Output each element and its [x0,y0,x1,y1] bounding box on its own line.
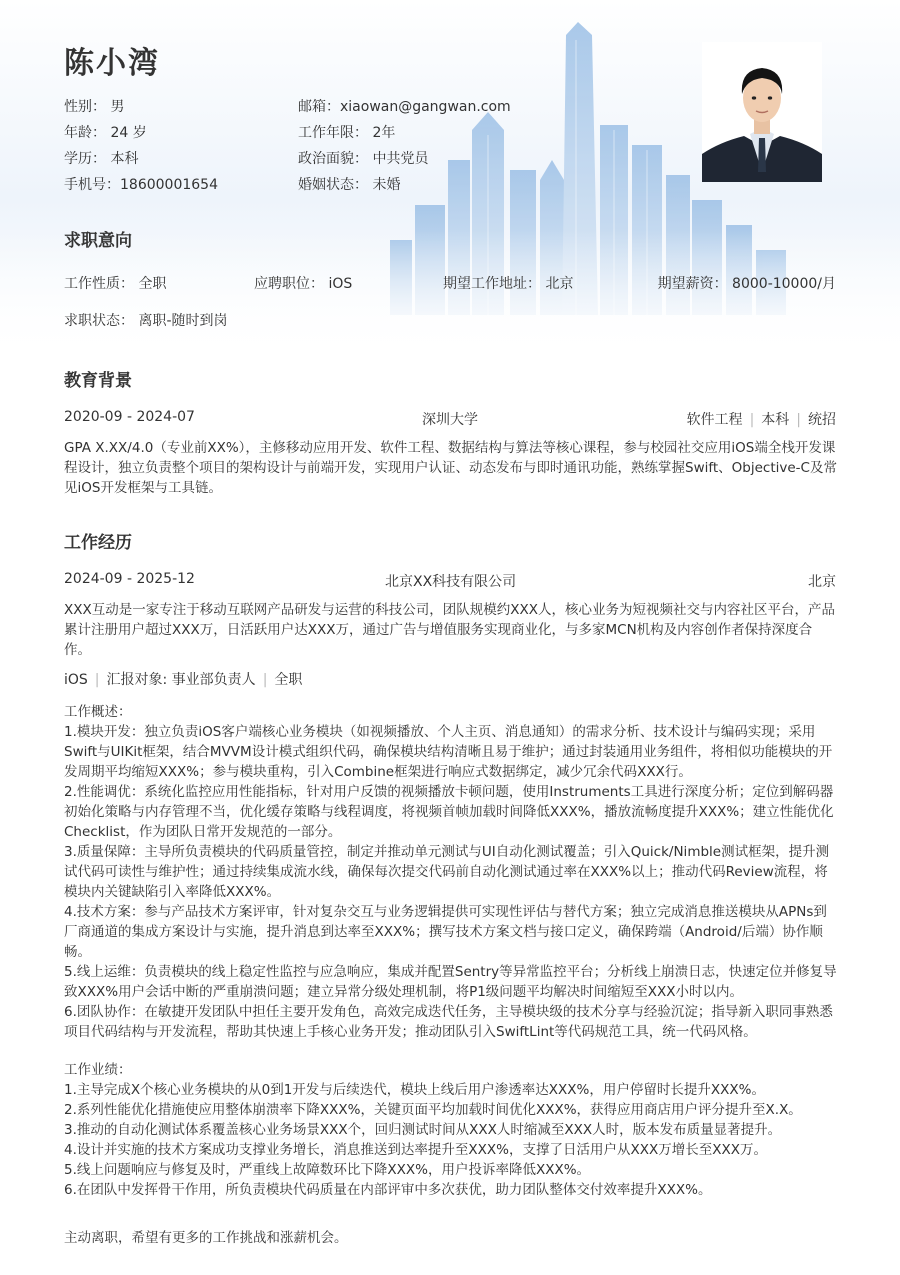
job-status-field: 求职状态： 离职-随时到岗 [64,313,228,329]
divider: | [796,412,801,428]
leave-reason: 主动离职，希望有更多的工作挑战和涨薪机会。 [64,1230,348,1246]
work-achievements [64,1060,839,1200]
degree: 本科 [761,412,790,428]
achievement-item: 5.线上问题响应与修复及时，严重线上故障数环比下降XXX%，用户投诉率降低XXX%。 [64,1162,591,1178]
achievement-item: 3.推动的自动化测试体系覆盖核心业务场景XXX个，回归测试时间从XXX人时缩减至XXX人时，版本发布质量显著提升。 [64,1122,782,1138]
job-type-field: 工作性质： 全职 [64,276,167,292]
work-city: 北京 [808,574,836,590]
marital-status-field: 婚姻状态： 未婚 [298,177,401,193]
work-period: 2024-09 - 2025-12 [64,571,195,587]
overview-item: 5.线上运维：负责模块的线上稳定性监控与应急响应，集成并配置Sentry等异常监控平台；分析线上崩溃日志，快速定位并修复导致XXX%用户会话中断的严重崩溃问题；建立异常分级处理机制，将P1级问题平均解决时间缩短至XXX小时以内。 [64,964,837,1000]
divider: | [94,672,100,688]
salary-field: 期望薪资： 8000-10000/月 [657,276,836,292]
achievements-title: 工作业绩： [64,1062,132,1078]
education-details [687,409,836,429]
intent-section-title: 求职意向 [64,231,132,251]
work-section-title: 工作经历 [64,533,132,553]
education-level-field: 学历： 本科 [64,151,139,167]
company-description: XXX互动是一家专注于移动互联网产品研发与运营的科技公司，团队规模约XXX人，核心业务为短视频社交与内容社区平台，产品累计注册用户超过XXX万，日活跃用户达XXX万，通过广告与增值服务实现商业化，与多家MCN机构及内容创作者保持深度合作。 [64,602,835,658]
school-name: 深圳大学 [422,412,478,428]
employment-type: 全职 [274,672,303,688]
job-position-field: 应聘职位： iOS [254,276,353,292]
overview-item: 4.技术方案：参与产品技术方案评审，针对复杂交互与业务逻辑提供可实现性评估与替代方案；独立完成消息推送模块从APNs到厂商通道的集成方案设计与实施，提升消息到达率至XXX%；撰写技术方案文档与接口定义，确保跨端（Android/后端）协作顺畅。 [64,904,827,960]
job-location-field: 期望工作地址： 北京 [443,276,574,292]
divider: | [749,412,755,428]
education-section-title: 教育背景 [64,371,132,391]
overview-item: 1.模块开发：独立负责iOS客户端核心业务模块（如视频播放、个人主页、消息通知）的需求分析、技术设计与编码实现；采用Swift与UIKit框架，结合MVVM设计模式组织代码，确保模块结构清晰且易于维护；通过封装通用业务组件，将相似功能模块的开发周期平均缩短XXX%；参与模块重构，引入Combine框架进行响应式数据绑定，减少冗余代码XXX行。 [64,724,833,780]
overview-title: 工作概述： [64,704,132,720]
overview-item: 2.性能调优：系统化监控应用性能指标，针对用户反馈的视频播放卡顿问题，使用Instruments工具进行深度分析；定位到解码器初始化策略与内存管理不当，优化缓存策略与线程调度，将视频首帧加载时间降低XXX%，播放流畅度提升XXX%；建立性能优化Checklist，作为团队日常开发规范的一部分。 [64,784,834,840]
overview-item: 3.质量保障：主导所负责模块的代码质量管控，制定并推动单元测试与UI自动化测试覆盖；引入Quick/Nimble测试框架，提升测试代码可读性与维护性；通过持续集成流水线，确保每次提交代码前自动化测试通过率在XXX%以上；推动代码Review流程，将模块内关键缺陷引入率降低XXX%。 [64,844,830,900]
gender-field: 性别： 男 [64,99,125,115]
job-role: iOS [64,672,88,688]
company-name: 北京XX科技有限公司 [385,574,517,590]
candidate-name: 陈小湾 [64,46,160,81]
achievement-item: 6.在团队中发挥骨干作用，所负责模块代码质量在内部评审中多次获优，助力团队整体交付效率提升XXX%。 [64,1182,712,1198]
education-period: 2020-09 - 2024-07 [64,409,195,425]
email-field: 邮箱：xiaowan@gangwan.com [298,99,511,115]
achievement-item: 1.主导完成X个核心业务模块的从0到1开发与后续迭代，模块上线后用户渗透率达XXX%，用户停留时长提升XXX%。 [64,1082,765,1098]
work-overview [64,702,839,1042]
divider: | [262,672,268,688]
achievement-item: 2.系列性能优化措施使应用整体崩溃率下降XXX%，关键页面平均加载时间优化XXX%，获得应用商店用户评分提升至X.X。 [64,1102,802,1118]
job-meta [64,669,302,689]
phone-field: 手机号：18600001654 [64,177,218,193]
avatar [702,42,822,182]
report-to: 汇报对象: 事业部负责人 [106,672,256,688]
overview-item: 6.团队协作：在敏捷开发团队中担任主要开发角色，高效完成迭代任务，主导模块级的技术分享与经验沉淀；指导新入职同事熟悉项目代码结构与开发流程，帮助其快速上手核心业务开发；推动团队引入SwiftLint等代码规范工具，统一代码风格。 [64,1004,833,1040]
political-status-field: 政治面貌： 中共党员 [298,151,429,167]
major: 软件工程 [686,412,743,428]
achievement-item: 4.设计并实施的技术方案成功支撑业务增长，消息推送到达率提升至XXX%，支撑了日活用户从XXX万增长至XXX万。 [64,1142,767,1158]
enrollment-type: 统招 [808,412,836,428]
education-description: GPA X.XX/4.0（专业前XX%），主修移动应用开发、软件工程、数据结构与算法等核心课程，参与校园社交应用iOS端全栈开发课程设计，独立负责整个项目的架构设计与前端开发，实现用户认证、动态发布与即时通讯功能，熟练掌握Swift、Objective-C及常见iOS开发框架与工具链。 [64,440,837,496]
years-experience-field: 工作年限： 2年 [298,125,396,141]
age-field: 年龄： 24 岁 [64,125,147,141]
